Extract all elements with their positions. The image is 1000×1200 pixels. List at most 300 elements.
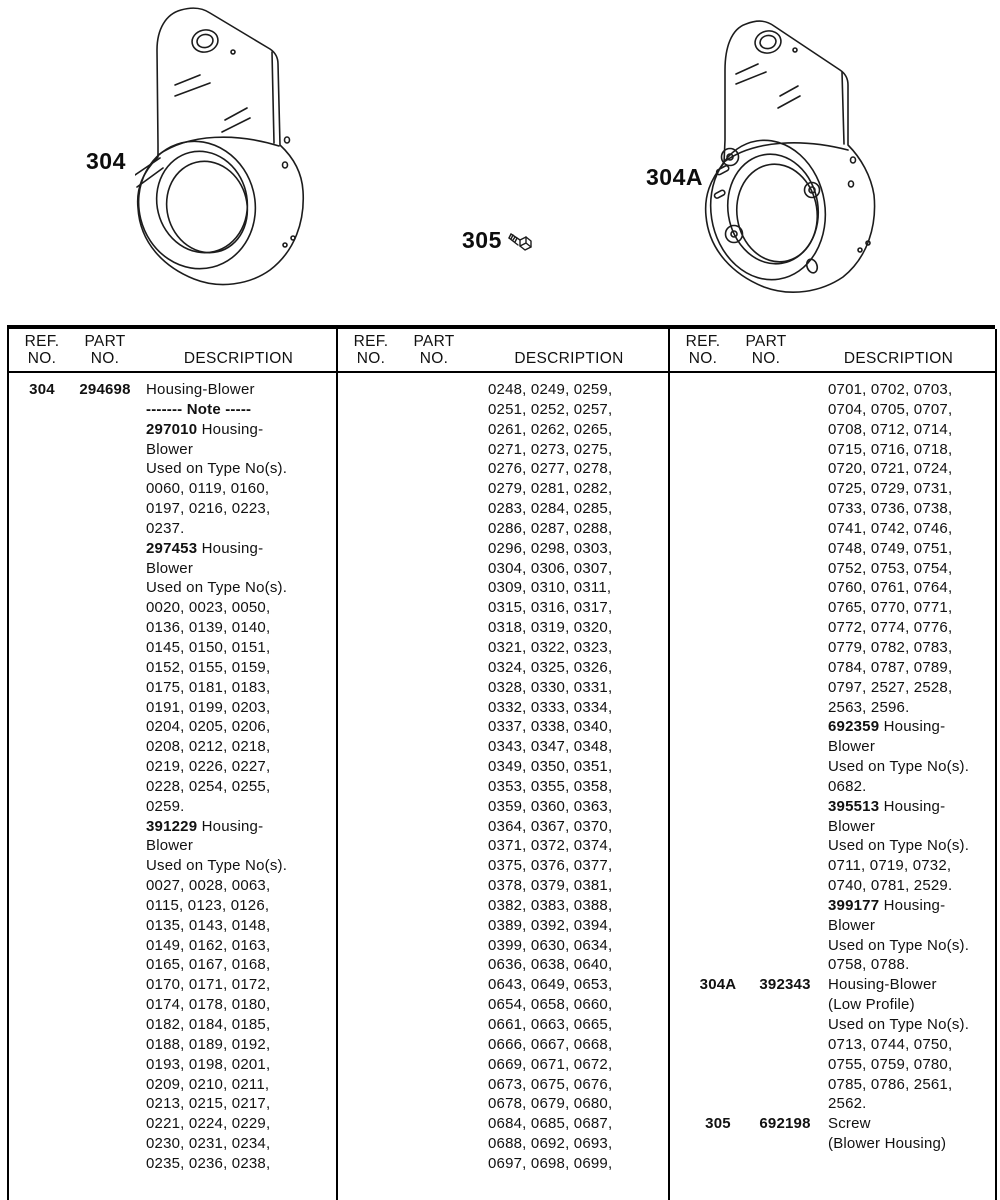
table-row [670,380,995,400]
table-row [9,1035,336,1055]
ref-no [346,1035,396,1055]
description: 0349, 0350, 0351, [488,758,613,776]
ref-no [17,797,67,817]
part-no [69,916,141,936]
table-row [9,1134,336,1154]
part-no [398,1154,470,1174]
header-ref-line2: NO. [27,350,57,367]
table-row [9,1015,336,1035]
description: 0230, 0231, 0234, [146,1135,271,1153]
part-no [69,757,141,777]
ref-no [17,916,67,936]
description: 0259. [146,797,185,815]
description: 0188, 0189, 0192, [146,1035,271,1053]
part-no [69,598,141,618]
description: 0399, 0630, 0634, [488,936,613,954]
ref-no [17,658,67,678]
header-ref-no [17,333,67,367]
ref-no [17,1114,67,1134]
table-column [670,329,997,1200]
table-row [338,797,668,817]
description: 0286, 0287, 0288, [488,519,613,537]
part-no [69,1154,141,1174]
table-row [9,1055,336,1075]
part-no [748,638,822,658]
part-no [748,717,822,737]
ref-no [690,459,746,479]
ref-no [17,955,67,975]
ref-no [17,559,67,579]
part-no [748,955,822,975]
table-row [338,440,668,460]
table-row [9,698,336,718]
table-row [670,936,995,956]
table-row [338,400,668,420]
table-row [9,519,336,539]
table-row [338,459,668,479]
ref-no [690,836,746,856]
part-no [398,896,470,916]
table-row [338,975,668,995]
part-no [398,955,470,975]
description: Blower [828,916,876,934]
ref-no [690,1134,746,1154]
screw-icon [507,229,533,253]
description: ------- Note ----- [146,400,252,418]
part-no [69,836,141,856]
ref-no [17,598,67,618]
ref-no [17,717,67,737]
description: 0748, 0749, 0751, [828,539,953,557]
table-row [338,896,668,916]
ref-no [346,1134,396,1154]
part-no [69,1075,141,1095]
table-row [9,1075,336,1095]
description: 0115, 0123, 0126, [146,896,270,914]
header-part-no [398,333,470,367]
description: 0688, 0692, 0693, [488,1135,613,1153]
table-row [9,598,336,618]
ref-no [690,757,746,777]
part-no [398,678,470,698]
part-no: 392343 [759,976,811,994]
ref-no [690,916,746,936]
ref-no [17,698,67,718]
description: 395513 Housing- [828,797,946,815]
part-no [748,777,822,797]
ref-no [690,638,746,658]
part-no [398,797,470,817]
part-no [69,876,141,896]
part-no [748,836,822,856]
part-no: 692198 [759,1115,811,1133]
part-no [69,797,141,817]
part-no [748,1035,822,1055]
part-no [69,936,141,956]
ref-no [17,578,67,598]
description: 0149, 0162, 0163, [146,936,271,954]
description: Used on Type No(s). [828,1016,970,1033]
ref-no [346,876,396,896]
part-no [398,936,470,956]
table-row [9,817,336,837]
description: 0382, 0383, 0388, [488,896,613,914]
ref-no [346,1154,396,1174]
description: 0170, 0171, 0172, [146,976,271,994]
table-row [9,539,336,559]
part-no [748,479,822,499]
header-ref-line1: REF. [353,333,389,350]
part-no [748,916,822,936]
description: 0208, 0212, 0218, [146,738,271,756]
ref-no [346,459,396,479]
header-ref-line1: REF. [685,333,721,350]
ref-no [690,1035,746,1055]
table-row [9,638,336,658]
table-row [338,698,668,718]
ref-no [346,598,396,618]
table-row [670,995,995,1015]
ref-no [346,1094,396,1114]
ref-no [17,519,67,539]
table-row [670,519,995,539]
table-row [670,975,995,995]
description: 0248, 0249, 0259, [488,381,613,398]
part-no [748,1015,822,1035]
part-no [748,499,822,519]
description: 0636, 0638, 0640, [488,956,613,974]
description: 0165, 0167, 0168, [146,956,271,974]
table-row [9,420,336,440]
part-no [748,578,822,598]
part-no [69,420,141,440]
table-row [9,440,336,460]
ref-no [690,539,746,559]
part-no [398,479,470,499]
parts-table [7,325,995,1200]
description: 0669, 0671, 0672, [488,1055,613,1073]
ref-no [346,1015,396,1035]
description: 0661, 0663, 0665, [488,1016,613,1033]
ref-no [346,757,396,777]
header-part-line2: NO. [90,350,120,367]
ref-no [17,539,67,559]
part-no [748,817,822,837]
description: 0797, 2527, 2528, [828,678,953,696]
table-header [338,329,668,373]
description: 0027, 0028, 0063, [146,877,271,895]
part-no [748,459,822,479]
table-row [670,499,995,519]
table-row [670,400,995,420]
table-column [338,329,670,1200]
table-row [670,658,995,678]
ref-no [17,1154,67,1174]
header-description: DESCRIPTION [183,350,294,367]
description: 0375, 0376, 0377, [488,857,613,875]
description: 391229 Housing- [146,817,264,835]
ref-no [690,896,746,916]
part-no [69,479,141,499]
description: 297453 Housing- [146,539,264,557]
table-row [670,420,995,440]
ref-no [17,420,67,440]
ref-no [690,420,746,440]
ref-no [346,936,396,956]
table-row [9,658,336,678]
ref-no [690,995,746,1015]
ref-no [17,836,67,856]
description: 0182, 0184, 0185, [146,1016,271,1033]
part-no [398,1035,470,1055]
part-no [398,380,470,400]
ref-no [690,817,746,837]
table-row [338,638,668,658]
part-no [748,678,822,698]
part-no [748,598,822,618]
ref-no [346,995,396,1015]
part-no [748,559,822,579]
table-row [670,559,995,579]
description: 0666, 0667, 0668, [488,1035,613,1053]
part-no [69,1015,141,1035]
part-no [398,440,470,460]
table-row [670,618,995,638]
part-no [398,1075,470,1095]
ref-no [690,658,746,678]
table-row [338,1015,668,1035]
ref-no [690,1075,746,1095]
table-row [9,797,336,817]
table-row [338,955,668,975]
ref-no [17,995,67,1015]
table-row [9,678,336,698]
ref-no [690,717,746,737]
figure-label-304a: 304A [646,164,703,190]
description: 0315, 0316, 0317, [488,599,613,617]
ref-no [346,955,396,975]
part-no [748,936,822,956]
description: 0654, 0658, 0660, [488,996,613,1014]
ref-no [346,698,396,718]
table-row [670,638,995,658]
table-row [670,1075,995,1095]
ref-no [690,1094,746,1114]
description: 0135, 0143, 0148, [146,916,271,934]
part-no [69,678,141,698]
table-row [338,479,668,499]
description: 0020, 0023, 0050, [146,599,271,617]
table-row [338,737,668,757]
ref-no [690,698,746,718]
ref-no [346,1055,396,1075]
description: 0708, 0712, 0714, [828,420,953,438]
description: 0228, 0254, 0255, [146,777,271,795]
part-no [748,876,822,896]
description: Blower [146,559,194,577]
part-no [398,459,470,479]
table-row [9,936,336,956]
table-row [338,856,668,876]
part-no [398,519,470,539]
description: 0643, 0649, 0653, [488,976,613,994]
table-row [338,618,668,638]
ref-no [690,678,746,698]
description: 0145, 0150, 0151, [146,638,271,656]
ref-no [17,1015,67,1035]
table-row [9,876,336,896]
figure-label-304: 304 [86,148,126,174]
part-no [398,737,470,757]
part-no [69,955,141,975]
description: 0740, 0781, 2529. [828,877,953,895]
description: 0213, 0215, 0217, [146,1095,271,1113]
header-ref-line1: REF. [24,333,60,350]
part-no [748,757,822,777]
description: 0276, 0277, 0278, [488,460,613,478]
table-row [9,400,336,420]
description: 0779, 0782, 0783, [828,638,953,656]
description: 0318, 0319, 0320, [488,619,613,637]
ref-no [346,1114,396,1134]
table-row [670,737,995,757]
table-row [9,1094,336,1114]
part-no [69,856,141,876]
ref-no [346,1075,396,1095]
table-row [9,380,336,400]
part-no [748,1075,822,1095]
description: 0684, 0685, 0687, [488,1115,613,1133]
ref-no [346,539,396,559]
table-row [670,1035,995,1055]
part-no [69,559,141,579]
part-no [69,638,141,658]
ref-no [346,975,396,995]
table-row [9,995,336,1015]
ref-no [346,856,396,876]
ref-no [17,618,67,638]
part-no [69,717,141,737]
ref-no [690,578,746,598]
description: Used on Type No(s). [146,857,288,875]
table-row [338,499,668,519]
table-header [670,329,995,373]
description: 0733, 0736, 0738, [828,500,953,518]
table-row [338,380,668,400]
table-row [9,955,336,975]
table-row [670,698,995,718]
part-no [748,420,822,440]
description: Housing-Blower [146,381,255,398]
table-row [9,618,336,638]
part-no [69,539,141,559]
table-row [670,777,995,797]
description: 0237. [146,519,185,537]
table-row [338,598,668,618]
description: Blower [146,440,194,458]
ref-no [690,856,746,876]
description: 0760, 0761, 0764, [828,579,953,597]
table-row [9,856,336,876]
part-no [69,1035,141,1055]
ref-no [690,955,746,975]
description: 0309, 0310, 0311, [488,579,612,597]
part-no [69,499,141,519]
description: Used on Type No(s). [828,758,970,776]
ref-no [17,459,67,479]
table-row [9,975,336,995]
part-no [69,1114,141,1134]
description: 0752, 0753, 0754, [828,559,953,577]
table-row [338,1094,668,1114]
table-row [338,777,668,797]
part-no [69,578,141,598]
description: 0353, 0355, 0358, [488,777,613,795]
table-row [670,578,995,598]
ref-no [346,797,396,817]
description: 0209, 0210, 0211, [146,1075,270,1093]
table-row [338,678,668,698]
part-no [398,578,470,598]
ref-no [17,876,67,896]
description: 0755, 0759, 0780, [828,1055,953,1073]
ref-no [17,936,67,956]
description: Used on Type No(s). [146,579,288,597]
table-row [9,777,336,797]
table-row [338,578,668,598]
table-row [670,1094,995,1114]
part-no [748,658,822,678]
part-no [69,896,141,916]
table-row [338,836,668,856]
table-row [9,1114,336,1134]
table-row [338,757,668,777]
ref-no [346,836,396,856]
ref-no [690,737,746,757]
ref-no [17,1055,67,1075]
ref-no [17,817,67,837]
table-row [670,717,995,737]
description: 0343, 0347, 0348, [488,738,613,756]
ref-no [17,1134,67,1154]
ref-no [346,638,396,658]
ref-no [346,519,396,539]
part-no [398,658,470,678]
description: Housing-Blower [828,976,937,994]
description: 2562. [828,1095,867,1113]
table-row [670,916,995,936]
table-row [9,717,336,737]
description: 0221, 0224, 0229, [146,1115,271,1133]
ref-no [690,777,746,797]
ref-no [17,1094,67,1114]
part-no [69,658,141,678]
ref-no [690,499,746,519]
description: Used on Type No(s). [146,460,288,478]
table-row [338,817,668,837]
ref-no [346,578,396,598]
ref-no [346,440,396,460]
ref-no [17,975,67,995]
description: 0378, 0379, 0381, [488,877,613,895]
part-no [748,519,822,539]
header-description: DESCRIPTION [843,350,954,367]
ref-no [17,737,67,757]
table-row [9,916,336,936]
description: (Blower Housing) [828,1135,947,1153]
part-no [398,499,470,519]
description: 0713, 0744, 0750, [828,1035,953,1053]
